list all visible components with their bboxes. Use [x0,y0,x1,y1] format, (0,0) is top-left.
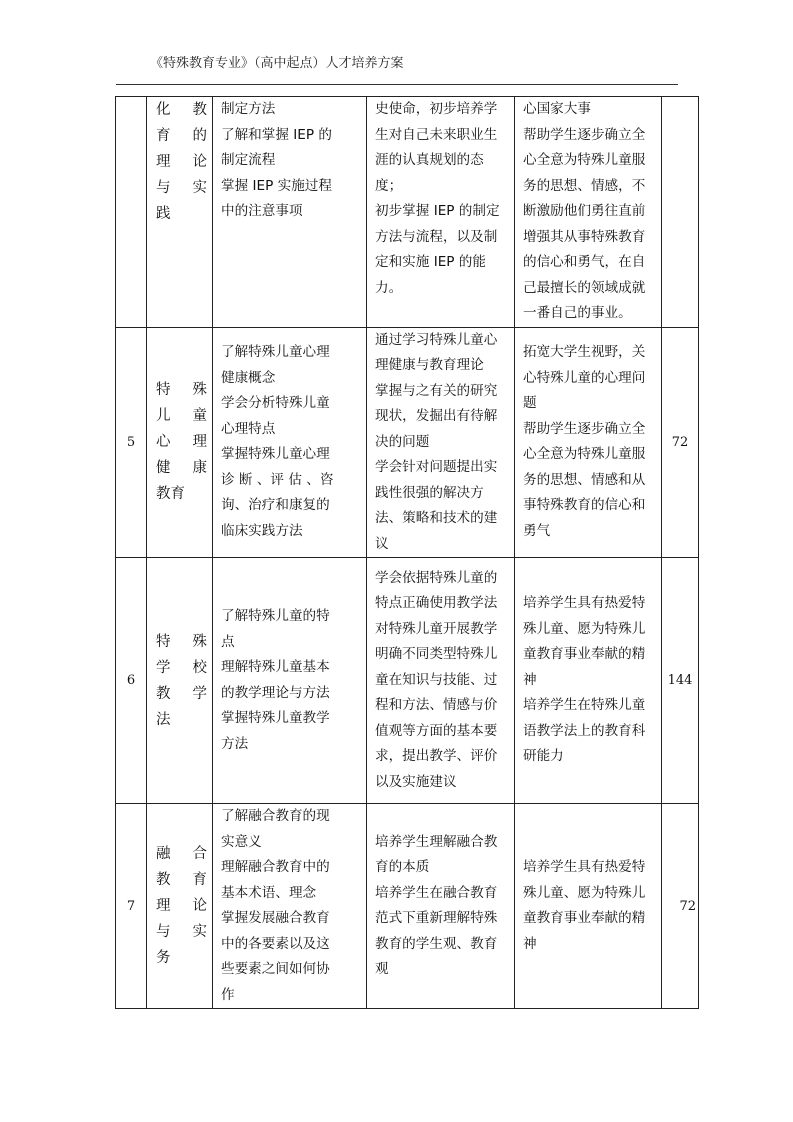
quality-objective-line: 童教育事业奉献的精 [523,910,646,926]
quality-objective-cell [515,804,662,1009]
knowledge-objective-line: 的教学理论与方法 [221,684,330,701]
knowledge-objective-line: 询、治疗和康复的 [221,497,330,514]
knowledge-objective-line: 了解特殊儿童心理 [221,344,330,361]
skill-objective-line: 学会针对问题提出实 [375,459,498,475]
knowledge-objective-line: 实意义 [221,833,262,850]
knowledge-objective-cell [213,327,367,558]
course-name-cell [147,327,213,558]
course-number: 6 [126,673,136,688]
quality-objective-line: 心国家大事 [523,101,591,117]
table-row [116,558,699,804]
knowledge-objective-line: 制定方法 [221,101,276,117]
skill-objective-line: 以及实施建议 [375,773,457,790]
quality-objective-line: 心特殊儿童的心理问 [523,369,646,386]
class-hours-cell [662,327,699,558]
course-name-line: 与 实 [156,924,207,940]
quality-objective-line: 殊儿童、愿为特殊儿 [523,620,646,637]
knowledge-objective-line: 理解特殊儿童基本 [221,659,330,675]
course-name-line: 学 校 [156,659,207,676]
quality-objective-line: 断激励他们勇往直前 [523,203,646,219]
header-divider [116,84,678,85]
quality-objective-cell [515,558,662,804]
knowledge-objective-line: 了解融合教育的现 [221,808,330,824]
quality-objective-line: 童教育事业奉献的精 [523,646,646,663]
knowledge-objective-line: 心理特点 [221,420,276,437]
quality-objective-line: 增强其从事特殊教育 [523,228,646,245]
knowledge-objective-line: 学会分析特殊儿童 [221,395,330,412]
skill-objective-line: 求，提出教学、评价 [375,748,498,765]
knowledge-objective-line: 点 [221,633,235,650]
skill-objective-line: 方法与流程，以及制 [375,228,498,245]
course-name-line: 理 论 [156,898,207,914]
course-name-line: 践 [156,206,171,222]
knowledge-objective-line: 诊 断 、评 估 、咨 [221,471,334,488]
knowledge-objective-line: 中的各要素以及这 [221,935,330,952]
class-hours: 144 [667,673,693,688]
knowledge-objective-line: 了解和掌握 IEP 的 [221,126,332,143]
quality-objective-line: 题 [523,395,537,412]
quality-objective-line: 心全意为特殊儿童服 [523,446,646,463]
course-name-line: 儿 童 [156,408,207,425]
course-name-line: 教 育 [156,872,207,888]
skill-objective-line: 史使命，初步培养学 [375,101,498,117]
skill-objective-line: 明确不同类型特殊儿 [375,646,498,663]
skill-objective-cell [367,327,515,558]
quality-objective-line: 殊儿童、愿为特殊儿 [523,884,646,901]
quality-objective-line: 己最擅长的领域成就 [523,279,646,296]
course-name-line: 法 [156,711,171,728]
quality-objective-line: 帮助学生逐步确立全 [523,126,646,143]
course-name-line: 心 理 [156,434,207,451]
skill-objective-line: 生对自己未来职业生 [375,126,498,143]
knowledge-objective-line: 掌握特殊儿童教学 [221,710,330,726]
course-name-line: 务 [156,950,171,966]
knowledge-objective-cell [213,97,367,328]
skill-objective-line: 观 [375,961,389,977]
quality-objective-line: 拓宽大学生视野，关 [523,344,646,361]
skill-objective-cell [367,804,515,1009]
skill-objective-line: 范式下重新理解特殊 [375,910,498,926]
quality-objective-line: 培养学生具有热爱特 [523,595,646,612]
skill-objective-line: 议 [375,535,389,552]
skill-objective-line: 法、策略和技术的建 [375,510,498,526]
quality-objective-line: 研能力 [523,748,564,765]
quality-objective-line: 的信心和勇气，在自 [523,254,646,270]
knowledge-objective-line: 了解特殊儿童的特 [221,608,330,624]
knowledge-objective-line: 掌握 IEP 实施过程 [221,177,332,194]
class-hours-cell [662,97,699,328]
course-name-line: 特 殊 [156,382,207,399]
course-name-line: 与 实 [156,180,207,196]
course-name-line: 育 的 [156,128,207,144]
course-name-line: 化 教 [156,102,207,118]
quality-objective-line: 一番自己的事业。 [523,305,632,321]
quality-objective-line: 神 [523,671,537,688]
skill-objective-line: 培养学生在融合教育 [375,884,498,901]
table-row [116,97,699,328]
skill-objective-cell [367,558,515,804]
course-name-line: 教 学 [156,685,207,702]
knowledge-objective-line: 掌握特殊儿童心理 [221,446,330,463]
class-hours-cell [662,804,699,1009]
class-hours: 72 [671,434,689,450]
knowledge-objective-line: 基本术语、理念 [221,884,317,901]
knowledge-objective-line: 方法 [221,735,249,752]
skill-objective-line: 决的问题 [375,433,430,450]
quality-objective-line: 务的思想、情感和从 [523,471,646,488]
course-number: 7 [126,898,136,914]
skill-objective-cell [367,97,515,328]
course-name-cell [147,97,213,328]
skill-objective-line: 度； [375,177,403,194]
quality-objective-line: 帮助学生逐步确立全 [523,420,646,437]
skill-objective-line: 初步掌握 IEP 的制定 [375,203,500,219]
skill-objective-line: 力。 [375,279,403,296]
class-hours-cell [662,558,699,804]
course-number-cell [116,327,147,558]
quality-objective-line: 语教学法上的教育科 [523,722,646,739]
knowledge-objective-line: 理解融合教育中的 [221,859,330,875]
course-number-cell [116,558,147,804]
knowledge-objective-line: 制定流程 [221,152,276,168]
quality-objective-line: 培养学生在特殊儿童 [523,697,646,714]
knowledge-objective-line: 些要素之间如何协 [221,961,330,977]
knowledge-objective-line: 掌握发展融合教育 [221,910,330,926]
quality-objective-cell [515,327,662,558]
quality-objective-line: 勇气 [523,522,551,539]
skill-objective-line: 对特殊儿童开展教学 [375,620,498,637]
skill-objective-line: 理健康与教育理论 [375,357,484,373]
knowledge-objective-cell [213,804,367,1009]
skill-objective-line: 掌握与之有关的研究 [375,382,498,399]
skill-objective-line: 值观等方面的基本要 [375,722,498,739]
table-row [116,327,699,558]
skill-objective-line: 现状，发掘出有待解 [375,408,498,424]
course-name-line: 健 康 [156,460,207,477]
knowledge-objective-line: 中的注意事项 [221,203,303,219]
course-name-line: 教育 [156,486,185,503]
curriculum-table [115,96,699,1009]
skill-objective-line: 教育的学生观、教育 [375,935,498,952]
page-header-title: 《特殊教育专业》（高中起点）人才培养方案 [150,56,404,71]
course-number-cell [116,97,147,328]
course-name-line: 融 合 [156,846,207,862]
knowledge-objective-line: 作 [221,986,235,1003]
skill-objective-line: 培养学生理解融合教 [375,833,498,850]
knowledge-objective-cell [213,558,367,804]
skill-objective-line: 涯的认真规划的态 [375,152,484,168]
quality-objective-line: 神 [523,935,537,952]
skill-objective-line: 童在知识与技能、过 [375,671,498,688]
skill-objective-line: 学会依据特殊儿童的 [375,569,498,586]
skill-objective-line: 特点正确使用教学法 [375,595,498,612]
skill-objective-line: 定和实施 IEP 的能 [375,254,486,270]
course-name-cell [147,804,213,1009]
knowledge-objective-line: 健康概念 [221,369,276,386]
knowledge-objective-line: 临床实践方法 [221,522,303,539]
quality-objective-line: 务的思想、情感，不 [523,177,646,194]
skill-objective-line: 通过学习特殊儿童心 [375,331,498,348]
skill-objective-line: 程和方法、情感与价 [375,697,498,714]
class-hours: 72 [679,898,696,914]
skill-objective-line: 育的本质 [375,859,430,875]
quality-objective-cell [515,97,662,328]
course-name-line: 特 殊 [156,633,207,650]
course-number: 5 [126,434,136,450]
course-name-line: 理 论 [156,154,207,170]
course-name-cell [147,558,213,804]
quality-objective-line: 培养学生具有热爱特 [523,859,646,875]
quality-objective-line: 心全意为特殊儿童服 [523,152,646,168]
skill-objective-line: 践性很强的解决方 [375,484,484,501]
table-row [116,804,699,1009]
quality-objective-line: 事特殊教育的信心和 [523,497,646,514]
course-number-cell [116,804,147,1009]
